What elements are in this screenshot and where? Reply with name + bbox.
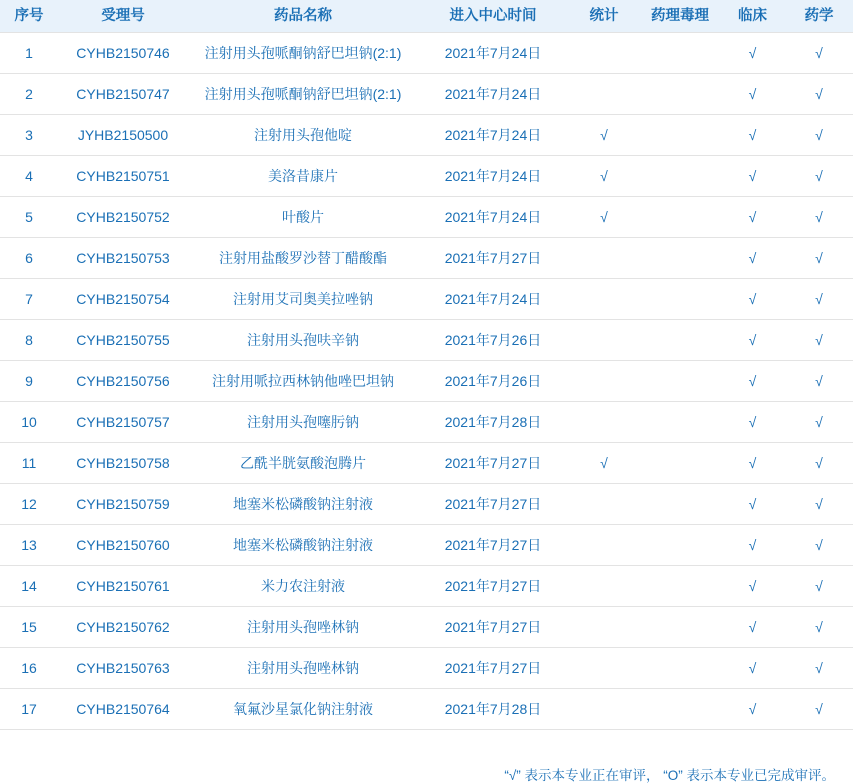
cell-entry-date: 2021年7月24日 <box>418 33 568 74</box>
cell-drug-name: 米力农注射液 <box>188 566 418 607</box>
cell-clinical: √ <box>720 320 785 361</box>
cell-accept-number: CYHB2150758 <box>58 443 188 484</box>
cell-toxicology <box>640 566 720 607</box>
cell-statistics: √ <box>568 443 640 484</box>
cell-index: 8 <box>0 320 58 361</box>
cell-accept-number: CYHB2150759 <box>58 484 188 525</box>
cell-index: 3 <box>0 115 58 156</box>
cell-pharmaceutics: √ <box>785 279 853 320</box>
cell-pharmaceutics: √ <box>785 443 853 484</box>
cell-entry-date: 2021年7月24日 <box>418 74 568 115</box>
column-header-clinical: 临床 <box>720 0 785 33</box>
cell-index: 9 <box>0 361 58 402</box>
cell-drug-name: 注射用头孢哌酮钠舒巴坦钠(2:1) <box>188 74 418 115</box>
cell-toxicology <box>640 197 720 238</box>
cell-statistics: √ <box>568 115 640 156</box>
cell-entry-date: 2021年7月27日 <box>418 238 568 279</box>
cell-entry-date: 2021年7月27日 <box>418 648 568 689</box>
table-header <box>0 0 853 33</box>
cell-toxicology <box>640 607 720 648</box>
cell-entry-date: 2021年7月24日 <box>418 156 568 197</box>
cell-index: 13 <box>0 525 58 566</box>
cell-entry-date: 2021年7月28日 <box>418 689 568 730</box>
cell-drug-name: 地塞米松磷酸钠注射液 <box>188 484 418 525</box>
cell-statistics <box>568 279 640 320</box>
cell-statistics <box>568 320 640 361</box>
column-header-date: 进入中心时间 <box>418 0 568 33</box>
cell-toxicology <box>640 115 720 156</box>
table-body <box>0 33 853 730</box>
cell-entry-date: 2021年7月27日 <box>418 566 568 607</box>
table-row <box>0 279 853 320</box>
cell-statistics <box>568 402 640 443</box>
table-row <box>0 320 853 361</box>
cell-clinical: √ <box>720 484 785 525</box>
cell-index: 10 <box>0 402 58 443</box>
cell-index: 11 <box>0 443 58 484</box>
cell-accept-number: JYHB2150500 <box>58 115 188 156</box>
cell-clinical: √ <box>720 279 785 320</box>
cell-accept-number: CYHB2150752 <box>58 197 188 238</box>
cell-toxicology <box>640 238 720 279</box>
cell-clinical: √ <box>720 525 785 566</box>
cell-accept-number: CYHB2150763 <box>58 648 188 689</box>
cell-pharmaceutics: √ <box>785 402 853 443</box>
cell-clinical: √ <box>720 238 785 279</box>
cell-accept-number: CYHB2150762 <box>58 607 188 648</box>
column-header-pharmaceutics: 药学 <box>785 0 853 33</box>
cell-accept-number: CYHB2150760 <box>58 525 188 566</box>
cell-drug-name: 美洛昔康片 <box>188 156 418 197</box>
cell-clinical: √ <box>720 402 785 443</box>
cell-index: 2 <box>0 74 58 115</box>
cell-drug-name: 注射用头孢唑林钠 <box>188 607 418 648</box>
cell-accept-number: CYHB2150751 <box>58 156 188 197</box>
cell-toxicology <box>640 320 720 361</box>
table-row <box>0 238 853 279</box>
cell-toxicology <box>640 689 720 730</box>
column-header-toxicology: 药理毒理 <box>640 0 720 33</box>
table-row <box>0 74 853 115</box>
cell-statistics <box>568 33 640 74</box>
cell-drug-name: 乙酰半胱氨酸泡腾片 <box>188 443 418 484</box>
column-header-statistics: 统计 <box>568 0 640 33</box>
cell-index: 14 <box>0 566 58 607</box>
cell-entry-date: 2021年7月26日 <box>418 361 568 402</box>
cell-statistics: √ <box>568 156 640 197</box>
cell-drug-name: 注射用头孢哌酮钠舒巴坦钠(2:1) <box>188 33 418 74</box>
cell-index: 1 <box>0 33 58 74</box>
cell-pharmaceutics: √ <box>785 115 853 156</box>
cell-statistics <box>568 361 640 402</box>
table-row <box>0 197 853 238</box>
cell-pharmaceutics: √ <box>785 320 853 361</box>
cell-accept-number: CYHB2150764 <box>58 689 188 730</box>
cell-accept-number: CYHB2150746 <box>58 33 188 74</box>
cell-toxicology <box>640 648 720 689</box>
cell-pharmaceutics: √ <box>785 607 853 648</box>
table-row <box>0 402 853 443</box>
cell-pharmaceutics: √ <box>785 689 853 730</box>
cell-clinical: √ <box>720 33 785 74</box>
table-row <box>0 115 853 156</box>
cell-pharmaceutics: √ <box>785 484 853 525</box>
cell-pharmaceutics: √ <box>785 525 853 566</box>
cell-entry-date: 2021年7月24日 <box>418 115 568 156</box>
column-header-name: 药品名称 <box>188 0 418 33</box>
table-row <box>0 525 853 566</box>
cell-drug-name: 注射用头孢呋辛钠 <box>188 320 418 361</box>
cell-clinical: √ <box>720 689 785 730</box>
cell-entry-date: 2021年7月24日 <box>418 197 568 238</box>
cell-clinical: √ <box>720 115 785 156</box>
cell-accept-number: CYHB2150753 <box>58 238 188 279</box>
cell-entry-date: 2021年7月28日 <box>418 402 568 443</box>
cell-clinical: √ <box>720 566 785 607</box>
cell-statistics <box>568 689 640 730</box>
cell-toxicology <box>640 156 720 197</box>
cell-pharmaceutics: √ <box>785 33 853 74</box>
cell-drug-name: 注射用艾司奥美拉唑钠 <box>188 279 418 320</box>
cell-pharmaceutics: √ <box>785 74 853 115</box>
cell-index: 17 <box>0 689 58 730</box>
table-header-row <box>0 0 853 33</box>
cell-statistics <box>568 525 640 566</box>
table-row <box>0 689 853 730</box>
cell-drug-name: 注射用头孢噻肟钠 <box>188 402 418 443</box>
cell-index: 15 <box>0 607 58 648</box>
cell-clinical: √ <box>720 197 785 238</box>
cell-pharmaceutics: √ <box>785 648 853 689</box>
table-row <box>0 607 853 648</box>
cell-entry-date: 2021年7月27日 <box>418 443 568 484</box>
cell-clinical: √ <box>720 648 785 689</box>
cell-pharmaceutics: √ <box>785 156 853 197</box>
cell-toxicology <box>640 33 720 74</box>
cell-clinical: √ <box>720 443 785 484</box>
cell-pharmaceutics: √ <box>785 566 853 607</box>
cell-statistics <box>568 607 640 648</box>
cell-pharmaceutics: √ <box>785 238 853 279</box>
cell-index: 12 <box>0 484 58 525</box>
cell-toxicology <box>640 402 720 443</box>
cell-entry-date: 2021年7月27日 <box>418 484 568 525</box>
cell-toxicology <box>640 525 720 566</box>
table-row <box>0 648 853 689</box>
cell-clinical: √ <box>720 74 785 115</box>
table-footnote: “√” 表示本专业正在审评， “O” 表示本专业已完成审评。 <box>504 768 835 783</box>
column-header-index: 序号 <box>0 0 58 33</box>
cell-accept-number: CYHB2150747 <box>58 74 188 115</box>
cell-index: 7 <box>0 279 58 320</box>
cell-accept-number: CYHB2150757 <box>58 402 188 443</box>
cell-pharmaceutics: √ <box>785 361 853 402</box>
cell-accept-number: CYHB2150754 <box>58 279 188 320</box>
cell-statistics: √ <box>568 197 640 238</box>
cell-entry-date: 2021年7月26日 <box>418 320 568 361</box>
cell-drug-name: 注射用头孢他啶 <box>188 115 418 156</box>
cell-drug-name: 叶酸片 <box>188 197 418 238</box>
cell-drug-name: 注射用头孢唑林钠 <box>188 648 418 689</box>
cell-drug-name: 地塞米松磷酸钠注射液 <box>188 525 418 566</box>
cell-drug-name: 注射用哌拉西林钠他唑巴坦钠 <box>188 361 418 402</box>
cell-pharmaceutics: √ <box>785 197 853 238</box>
cell-drug-name: 氧氟沙星氯化钠注射液 <box>188 689 418 730</box>
cell-entry-date: 2021年7月27日 <box>418 607 568 648</box>
cell-clinical: √ <box>720 361 785 402</box>
cell-index: 4 <box>0 156 58 197</box>
cell-entry-date: 2021年7月27日 <box>418 525 568 566</box>
cell-index: 5 <box>0 197 58 238</box>
cell-index: 16 <box>0 648 58 689</box>
cell-accept-number: CYHB2150755 <box>58 320 188 361</box>
column-header-accept: 受理号 <box>58 0 188 33</box>
cell-statistics <box>568 74 640 115</box>
table-row <box>0 33 853 74</box>
cell-toxicology <box>640 484 720 525</box>
cell-entry-date: 2021年7月24日 <box>418 279 568 320</box>
cell-toxicology <box>640 74 720 115</box>
table-row <box>0 566 853 607</box>
cell-statistics <box>568 648 640 689</box>
table-row <box>0 156 853 197</box>
cell-statistics <box>568 238 640 279</box>
cell-statistics <box>568 484 640 525</box>
cell-accept-number: CYHB2150756 <box>58 361 188 402</box>
cell-statistics <box>568 566 640 607</box>
cell-toxicology <box>640 279 720 320</box>
cell-clinical: √ <box>720 607 785 648</box>
table-row <box>0 361 853 402</box>
cell-clinical: √ <box>720 156 785 197</box>
cell-drug-name: 注射用盐酸罗沙替丁醋酸酯 <box>188 238 418 279</box>
cell-toxicology <box>640 443 720 484</box>
table-row <box>0 443 853 484</box>
cell-index: 6 <box>0 238 58 279</box>
cell-toxicology <box>640 361 720 402</box>
table-row <box>0 484 853 525</box>
cell-accept-number: CYHB2150761 <box>58 566 188 607</box>
